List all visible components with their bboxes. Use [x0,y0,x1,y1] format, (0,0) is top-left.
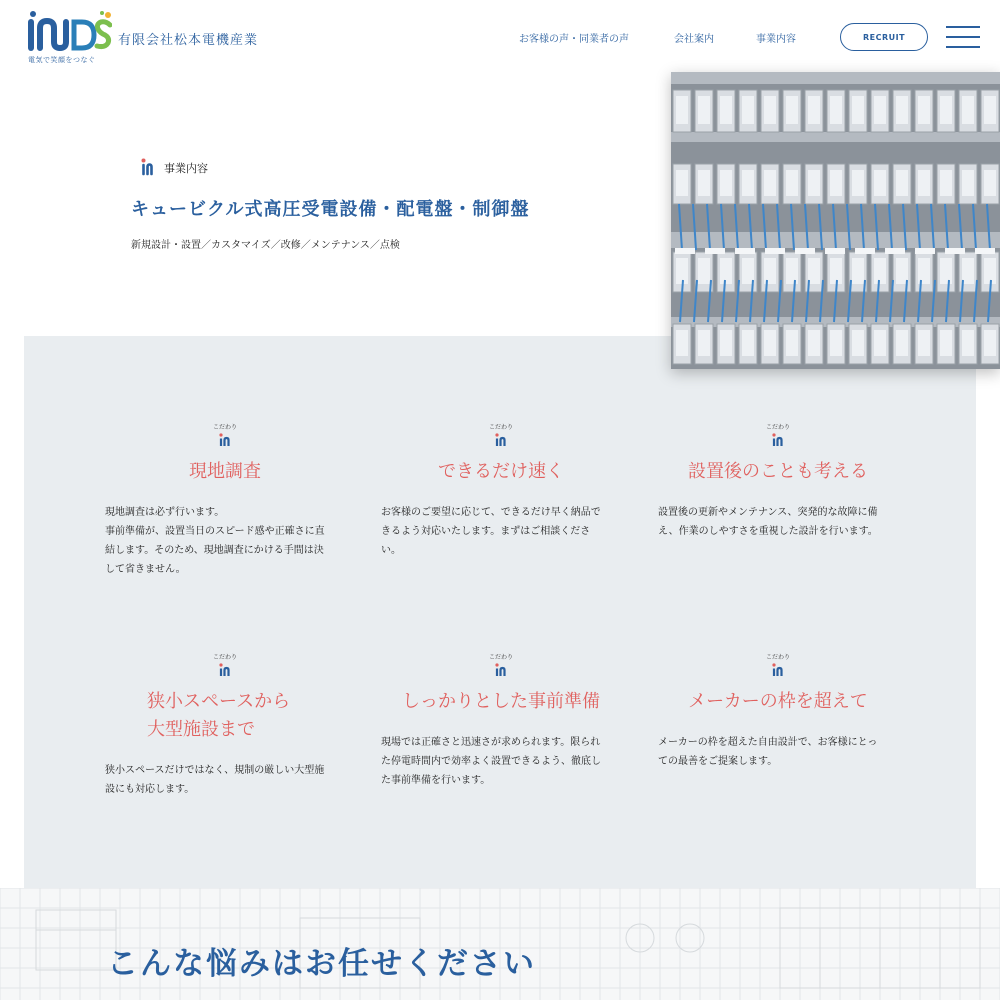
feature-text-line: 設置後の更新やメンテナンス、突発的な故障に備 [658,507,878,518]
control-panel-photo [671,72,1000,369]
menu-line-icon [946,46,980,48]
nav-customer-voice[interactable]: お客様の声・同業者の声 [519,34,629,45]
feature-text-line: え、作業のしやすさを重視した設計を行います。 [658,526,878,537]
brand-mark-icon [495,433,507,447]
menu-line-icon [946,36,980,38]
feature-description [105,761,345,799]
feature-description [381,733,621,790]
feature-card [105,422,345,579]
feature-title: 現地調査 [189,461,261,482]
feature-title: 設置後のことも考える [688,461,868,482]
mds-logo-icon [28,10,112,54]
feature-text-line: ての最善をご提案します。 [658,756,778,767]
feature-text-line: 現場では正確さと迅速さが求められます。限られ [381,737,601,748]
feature-title-line2: 大型施設まで [147,719,255,740]
brand-mark-icon [772,663,784,677]
feature-text-line: きるよう対応いたします。まずはご相談くださ [381,526,591,537]
feature-description [105,503,345,579]
kodawari-label: こだわり [488,424,513,431]
kodawari-label: こだわり [488,654,513,661]
nav-business[interactable]: 事業内容 [756,34,796,45]
logo-tagline: 電気で笑顔をつなぐ [28,56,96,64]
feature-text-line: た事前準備を行います。 [381,775,491,786]
section-heading: こんな悩みはお任せください [107,946,536,982]
feature-card [658,422,898,541]
control-panel-image [671,72,1000,369]
feature-text-line: お客様のご要望に応じて、できるだけ早く納品で [381,507,601,518]
kodawari-label: こだわり [765,654,790,661]
menu-line-icon [946,26,980,28]
feature-title: しっかりとした事前準備 [402,691,600,712]
brand-mark-icon [141,158,155,176]
section-label: 事業内容 [164,162,208,175]
features-section [24,336,976,888]
brand-mark-icon [219,663,231,677]
kodawari-label: こだわり [765,424,790,431]
feature-title: できるだけ速く [438,461,564,482]
feature-title: 狭小スペースから [147,691,291,712]
feature-description [658,503,898,541]
kodawari-label: こだわり [212,654,237,661]
feature-text-line: た停電時間内で効率よく設置できるよう、徹底し [381,756,601,767]
feature-text-line: メーカーの枠を超えた自由設計で、お客様にとっ [658,737,878,748]
feature-text-line: い。 [381,545,401,556]
hamburger-menu-button[interactable] [946,24,980,50]
feature-text-line: 設にも対応します。 [105,784,195,795]
brand-mark-icon [219,433,231,447]
feature-text-line: 現地調査は必ず行います。 [105,507,225,518]
kodawari-label: こだわり [212,424,237,431]
recruit-button[interactable]: RECRUIT [840,23,928,51]
feature-card [381,422,621,560]
brand-mark-icon [772,433,784,447]
feature-text-line: して省きません。 [105,564,186,575]
nav-company-info[interactable]: 会社案内 [674,34,714,45]
site-header [0,0,1000,72]
page-subtitle: 新規設計・設置／カスタマイズ／改修／メンテナンス／点検 [131,240,400,251]
feature-text-line: 事前準備が、設置当日のスピード感や正確さに直 [105,526,325,537]
page-title: キュービクル式高圧受電設備・配電盤・制御盤 [131,199,530,220]
feature-description [658,733,898,771]
company-logo[interactable] [28,10,112,66]
company-name[interactable]: 有限会社松本電機産業 [118,33,259,48]
feature-description [381,503,621,560]
feature-title: メーカーの枠を超えて [688,691,868,712]
feature-card [381,652,621,790]
feature-card [658,652,898,771]
feature-card [105,652,345,799]
brand-mark-icon [495,663,507,677]
feature-text-line: 狭小スペースだけではなく、規制の厳しい大型施 [105,765,325,776]
feature-text-line: 結します。そのため、現地調査にかける手間は決 [105,545,324,556]
